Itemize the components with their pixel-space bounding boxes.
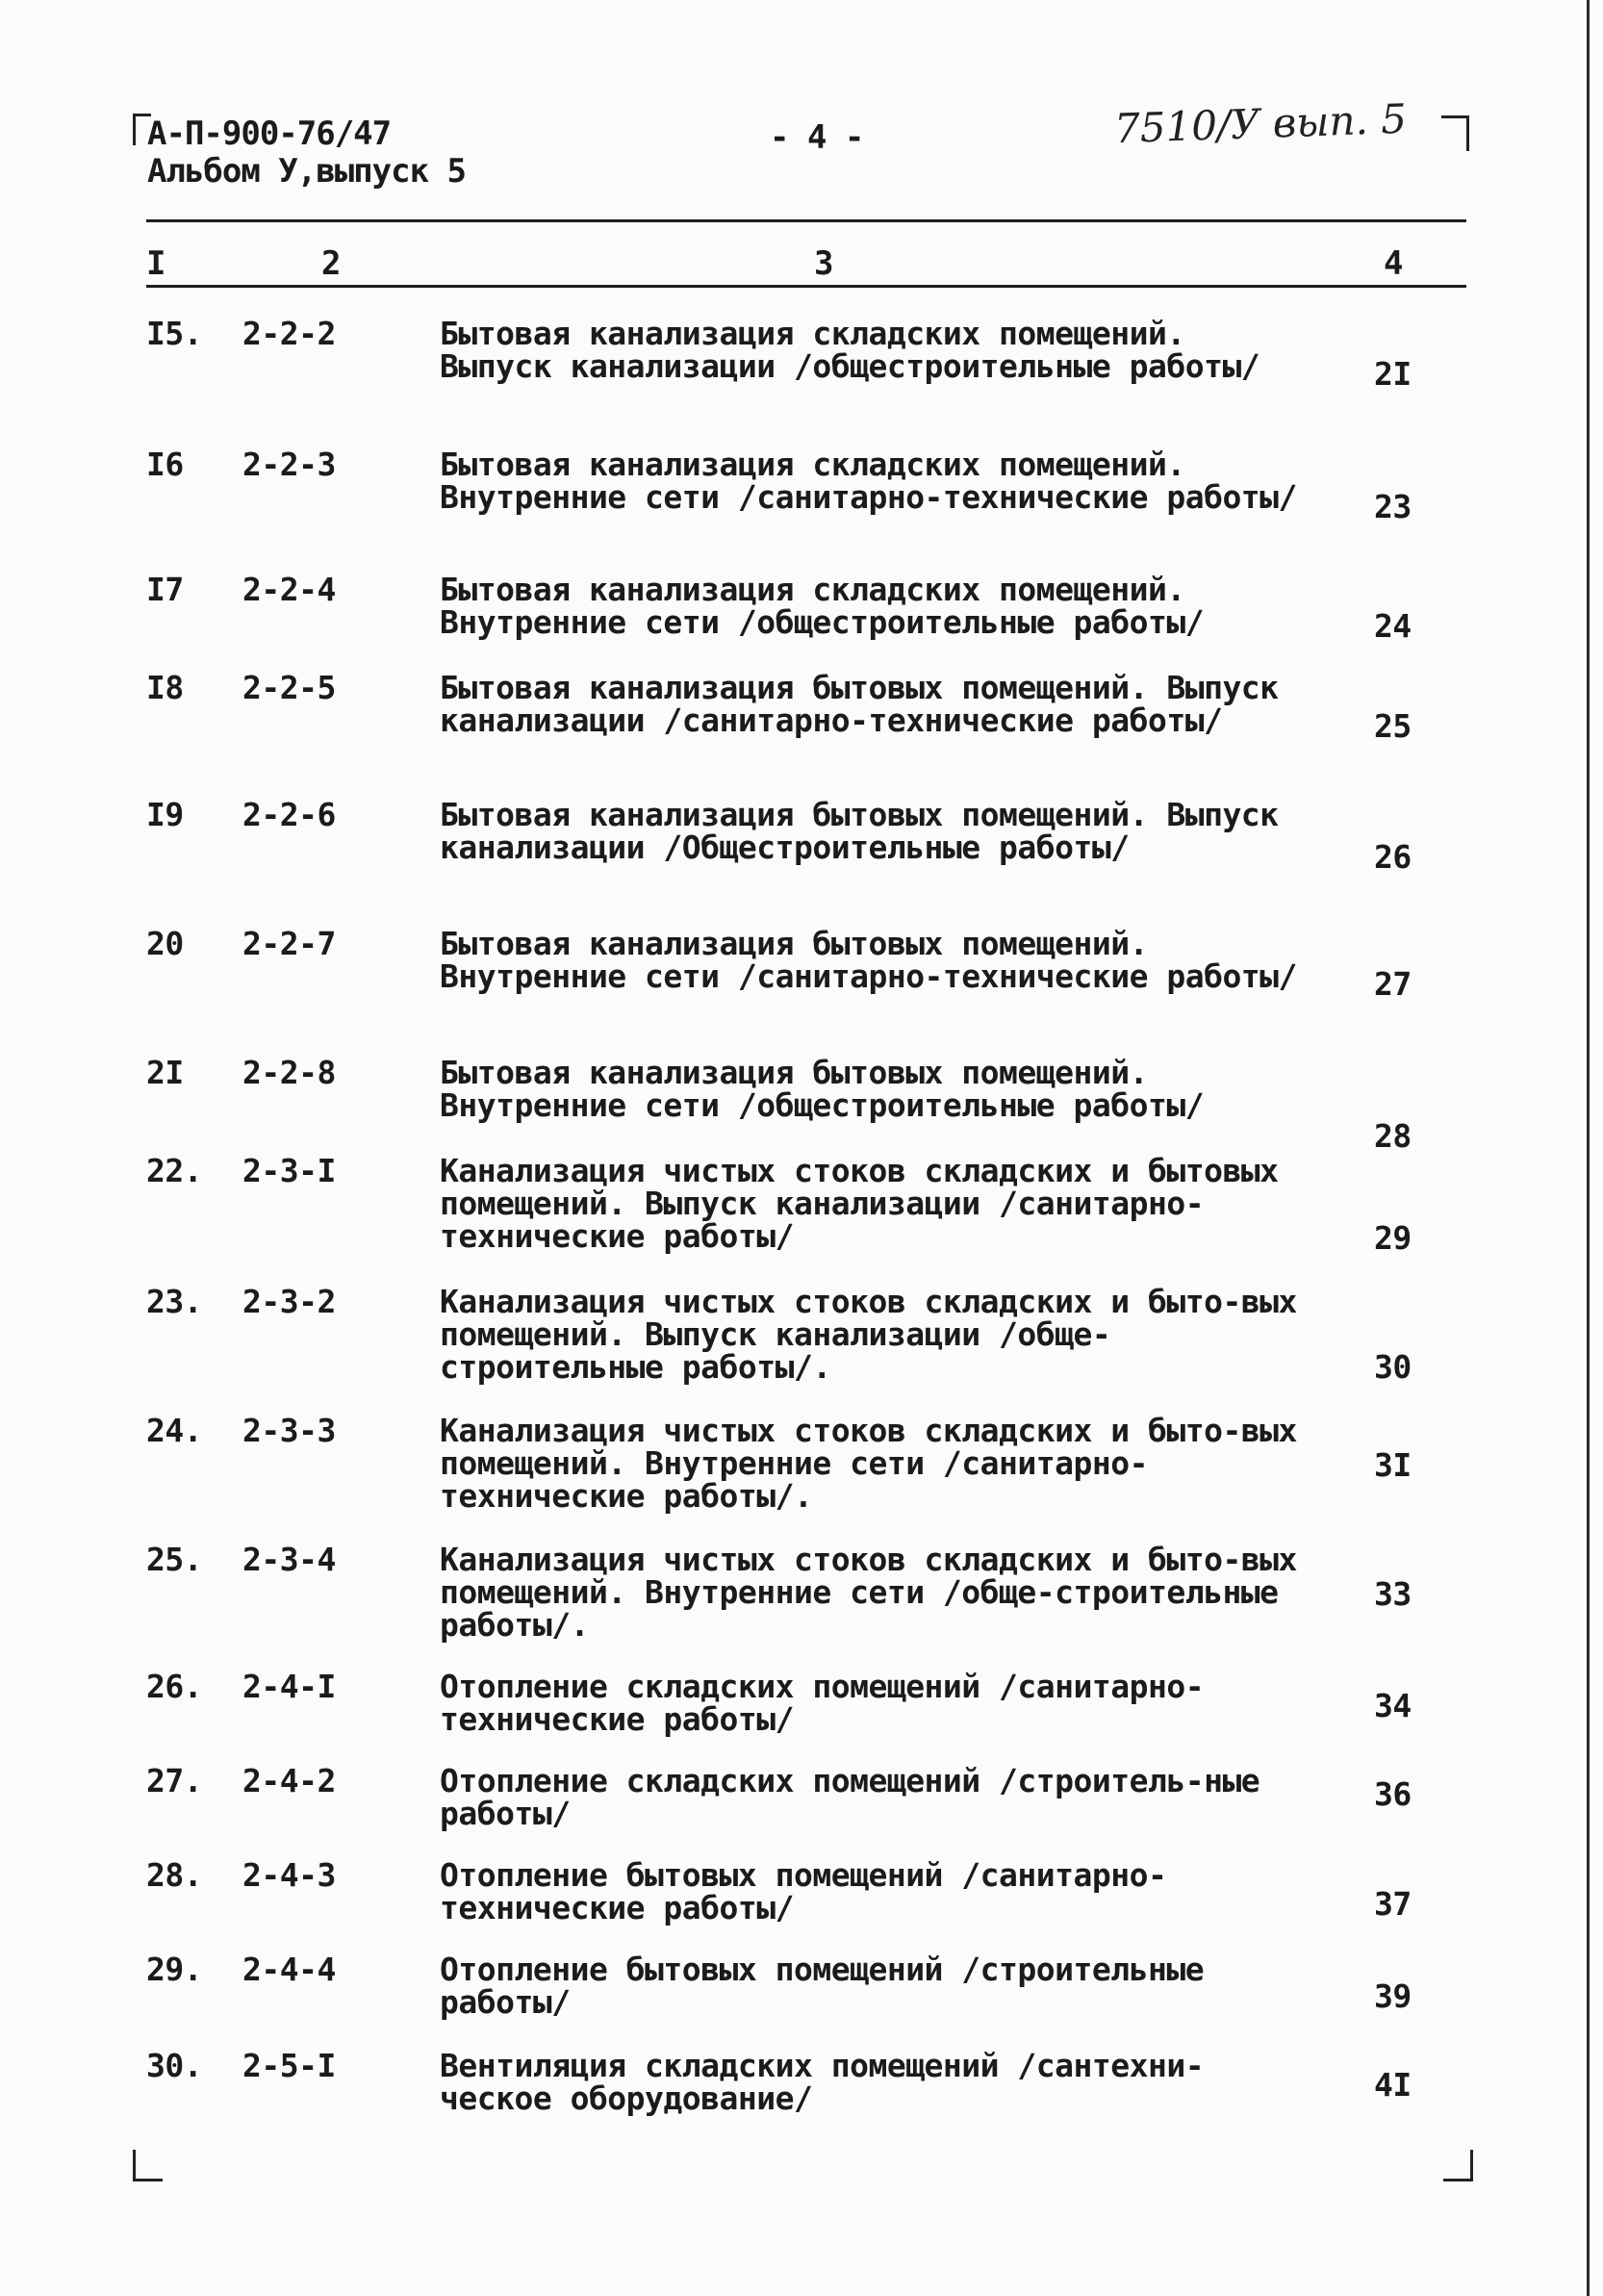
- row-title: Канализация чистых стоков складских и быто-вых помещений. Внутренние сети /санитарно-технические работы/.: [440, 1412, 1297, 1515]
- frame-corner-top-right: [1441, 115, 1469, 151]
- row-page: 26: [1374, 838, 1412, 876]
- row-page: 39: [1374, 1977, 1412, 2015]
- page-number: - 4 -: [770, 118, 864, 157]
- row-code: 2-2-3: [242, 446, 336, 483]
- column-header-4: 4: [1384, 244, 1404, 283]
- row-title: Отопление бытовых помещений /санитарно-технические работы/: [440, 1856, 1167, 1926]
- row-title: Бытовая канализация бытовых помещений. Внутренние сети /общестроительные работы/: [440, 1054, 1205, 1124]
- document-code: А-П-900-76/47: [147, 115, 392, 153]
- row-page: 4I: [1374, 2066, 1412, 2104]
- row-number: 28.: [146, 1856, 203, 1894]
- row-title: Канализация чистых стоков складских и быто-вых помещений. Внутренние сети /обще-строительные работы/.: [440, 1541, 1297, 1644]
- row-number: 27.: [146, 1762, 203, 1799]
- row-code: 2-4-3: [242, 1856, 336, 1894]
- row-code: 2-2-4: [242, 571, 336, 608]
- row-title: Бытовая канализация складских помещений. Внутренние сети /общестроительные работы/: [440, 571, 1205, 641]
- row-number: 23.: [146, 1283, 203, 1320]
- row-page: 23: [1374, 488, 1412, 525]
- row-code: 2-2-8: [242, 1054, 336, 1091]
- frame-corner-bottom-left: [133, 2150, 163, 2181]
- row-number: 2I: [146, 1054, 184, 1091]
- row-number: 25.: [146, 1541, 203, 1578]
- row-page: 28: [1374, 1117, 1412, 1155]
- row-page: 25: [1374, 707, 1412, 745]
- row-code: 2-3-2: [242, 1283, 336, 1320]
- row-number: 26.: [146, 1668, 203, 1705]
- row-code: 2-4-2: [242, 1762, 336, 1799]
- row-code: 2-3-3: [242, 1412, 336, 1449]
- row-title: Бытовая канализация бытовых помещений. Внутренние сети /санитарно-технические работы/: [440, 925, 1297, 995]
- row-page: 2I: [1374, 355, 1412, 393]
- column-header-3: 3: [814, 244, 834, 283]
- row-title: Канализация чистых стоков складских и быто-вых помещений. Выпуск канализации /обще-строительные работы/.: [440, 1283, 1297, 1386]
- row-page: 24: [1374, 607, 1412, 645]
- column-header-2: 2: [321, 244, 342, 283]
- handwritten-note: 7510/У вып. 5: [1113, 94, 1408, 153]
- row-page: 30: [1374, 1348, 1412, 1386]
- row-number: 22.: [146, 1152, 203, 1189]
- row-title: Отопление складских помещений /санитарно-технические работы/: [440, 1668, 1205, 1738]
- row-code: 2-4-4: [242, 1951, 336, 1988]
- frame-corner-bottom-right: [1443, 2150, 1473, 2181]
- row-title: Канализация чистых стоков складских и бытовых помещений. Выпуск канализации /санитарно-технические работы/: [440, 1152, 1279, 1255]
- row-number: I7: [146, 571, 184, 608]
- row-title: Бытовая канализация складских помещений. Выпуск канализации /общестроительные работы/: [440, 315, 1260, 385]
- row-code: 2-2-6: [242, 796, 336, 833]
- row-page: 29: [1374, 1219, 1412, 1257]
- row-page: 34: [1374, 1687, 1412, 1724]
- row-number: 30.: [146, 2047, 203, 2084]
- row-page: 33: [1374, 1575, 1412, 1613]
- row-page: 3I: [1374, 1446, 1412, 1484]
- row-number: I8: [146, 669, 184, 706]
- album-label: Альбом У,выпуск 5: [147, 152, 466, 191]
- row-title: Вентиляция складских помещений /сантехни-ческое оборудование/: [440, 2047, 1205, 2117]
- row-page: 36: [1374, 1775, 1412, 1813]
- row-number: I5.: [146, 315, 203, 352]
- row-code: 2-2-2: [242, 315, 336, 352]
- top-rule: [146, 219, 1466, 222]
- row-title: Бытовая канализация бытовых помещений. Выпуск канализации /Общестроительные работы/: [440, 796, 1279, 866]
- row-code: 2-2-5: [242, 669, 336, 706]
- row-page: 27: [1374, 965, 1412, 1003]
- column-header-1: I: [146, 244, 166, 283]
- row-title: Бытовая канализация бытовых помещений. Выпуск канализации /санитарно-технические работы/: [440, 669, 1279, 739]
- row-code: 2-5-I: [242, 2047, 336, 2084]
- row-number: 24.: [146, 1412, 203, 1449]
- row-code: 2-2-7: [242, 925, 336, 962]
- row-code: 2-3-4: [242, 1541, 336, 1578]
- row-code: 2-3-I: [242, 1152, 336, 1189]
- row-page: 37: [1374, 1885, 1412, 1923]
- row-number: 29.: [146, 1951, 203, 1988]
- header-rule: [146, 285, 1466, 288]
- row-code: 2-4-I: [242, 1668, 336, 1705]
- row-number: I6: [146, 446, 184, 483]
- scan-edge: [1587, 0, 1590, 2296]
- row-number: 20: [146, 925, 184, 962]
- row-title: Отопление складских помещений /строитель-ные работы/: [440, 1762, 1260, 1832]
- row-number: I9: [146, 796, 184, 833]
- row-title: Отопление бытовых помещений /строительные работы/: [440, 1951, 1205, 2021]
- row-title: Бытовая канализация складских помещений. Внутренние сети /санитарно-технические работы/: [440, 446, 1297, 516]
